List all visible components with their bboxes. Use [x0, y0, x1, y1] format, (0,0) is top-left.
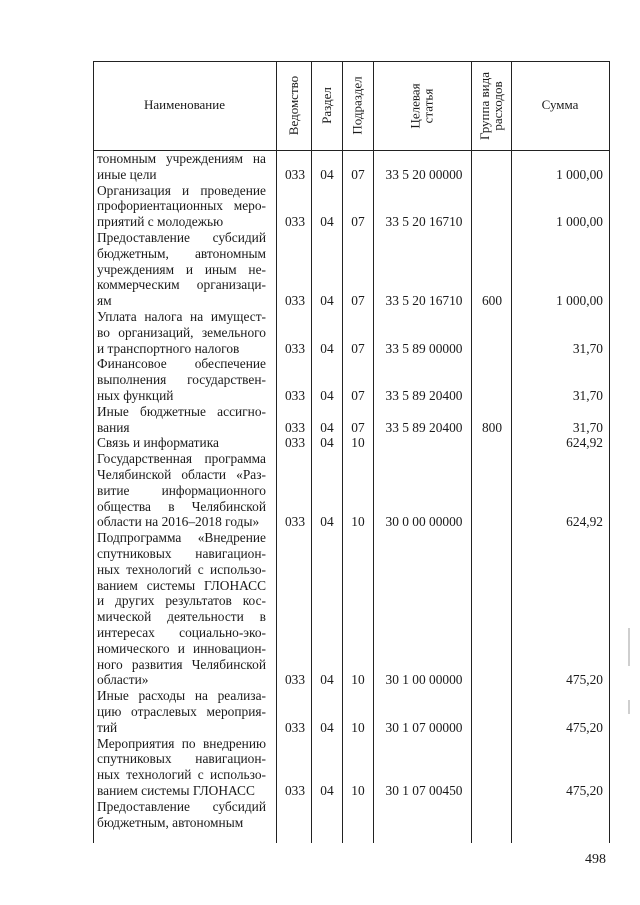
row-name-line: приятий с молодежью	[97, 214, 224, 230]
cell-summa: 31,70	[572, 387, 603, 403]
row-name-line: тий	[97, 719, 118, 735]
row-name-line: ванием системы ГЛОНАСС	[97, 782, 255, 798]
header-celevaya-statya-text	[409, 83, 435, 128]
cell-summa: 624,92	[566, 435, 603, 451]
cell-vedomstvo: 033	[284, 214, 306, 230]
cell-summa: 1 000,00	[556, 214, 603, 230]
cell-vedomstvo: 033	[284, 514, 306, 530]
row-name-line: витие информационного	[97, 482, 266, 498]
row-name	[97, 151, 266, 183]
row-name-line: вания	[97, 419, 130, 435]
cell-vedomstvo: 033	[284, 782, 306, 798]
cell-celevaya-statya: 33 5 20 16710	[385, 293, 463, 309]
row-name-line: во организаций, земельного	[97, 324, 266, 340]
header-vedomstvo-text: Ведомство	[286, 75, 301, 136]
cell-celevaya-statya: 33 5 89 20400	[385, 387, 463, 403]
header-celevaya-statya	[373, 61, 471, 150]
cell-vedomstvo: 033	[284, 293, 306, 309]
header-vedomstvo	[276, 61, 311, 150]
cell-razdel: 04	[320, 435, 334, 451]
row-name	[97, 435, 266, 451]
cell-razdel: 04	[320, 340, 334, 356]
cell-podrazdel: 07	[351, 419, 365, 435]
row-name-line: ванием системы ГЛОНАСС	[97, 577, 266, 593]
row-name-line: Предоставление субсидий	[97, 230, 266, 245]
cell-podrazdel: 07	[351, 214, 365, 230]
row-name-line: цию отраслевых мероприя-	[97, 703, 266, 719]
header-podrazdel	[342, 61, 373, 150]
cell-celevaya-statya: 33 5 20 00000	[385, 166, 463, 182]
row-name-line: коммерческим организаци-	[97, 277, 266, 293]
row-name	[97, 183, 266, 230]
row-name-line: ных технологий с использо-	[97, 561, 266, 577]
header-celevaya-line: Целевая	[407, 82, 423, 129]
row-name-line: Государственная программа	[97, 451, 266, 467]
header-gruppa-vida-rashodov	[471, 61, 511, 150]
header-gruppa-line: Группа вида	[477, 71, 493, 140]
cell-razdel: 04	[320, 214, 334, 230]
header-razdel	[311, 61, 342, 150]
cell-celevaya-statya: 33 5 89 00000	[385, 340, 463, 356]
cell-podrazdel: 10	[351, 514, 365, 530]
table-row	[0, 736, 640, 799]
row-name-line: профориентационных меро-	[97, 198, 266, 214]
row-name-line: и транспортного налогов	[97, 340, 240, 356]
row-name	[97, 688, 266, 735]
scan-edge-mark	[628, 700, 630, 714]
row-name-line: бюджетным, автономным	[97, 814, 244, 830]
row-name-line: Предоставление субсидий	[97, 798, 266, 814]
table-row	[0, 404, 640, 436]
header-razdel-text: Раздел	[319, 87, 334, 124]
header-rashodov-line: расходов	[490, 80, 506, 131]
row-name-line: спутниковых навигацион-	[97, 751, 266, 767]
cell-celevaya-statya: 30 1 07 00450	[385, 782, 463, 798]
cell-summa: 31,70	[572, 340, 603, 356]
row-name	[97, 309, 266, 356]
row-name-line: мической деятельности в	[97, 609, 266, 625]
table-row	[0, 183, 640, 230]
cell-summa: 624,92	[566, 514, 603, 530]
cell-podrazdel: 10	[351, 719, 365, 735]
cell-summa: 1 000,00	[556, 293, 603, 309]
cell-razdel: 04	[320, 419, 334, 435]
cell-gruppa-vida-rashodov: 800	[481, 419, 503, 435]
cell-vedomstvo: 033	[284, 419, 306, 435]
table-row	[0, 230, 640, 309]
table-row	[0, 356, 640, 403]
cell-podrazdel: 10	[351, 435, 365, 451]
cell-vedomstvo: 033	[284, 387, 306, 403]
cell-celevaya-statya: 30 1 07 00000	[385, 719, 463, 735]
row-name-line: интересах социально-эко-	[97, 624, 266, 640]
table-row	[0, 309, 640, 356]
row-name	[97, 451, 266, 530]
header-summa: Сумма	[541, 97, 579, 112]
row-name-line: Иные бюджетные ассигно-	[97, 403, 266, 419]
table-row	[0, 799, 640, 831]
row-name-line: Финансовое обеспечение	[97, 356, 266, 372]
cell-razdel: 04	[320, 719, 334, 735]
row-name-line: Челябинской области «Раз-	[97, 466, 266, 482]
cell-celevaya-statya: 33 5 89 20400	[385, 419, 463, 435]
row-name	[97, 736, 266, 799]
cell-vedomstvo: 033	[284, 340, 306, 356]
row-name	[97, 356, 266, 403]
header-name: Наименование	[144, 97, 225, 112]
cell-vedomstvo: 033	[284, 672, 306, 688]
cell-podrazdel: 10	[351, 782, 365, 798]
table-row	[0, 530, 640, 688]
row-name-line: ного развития Челябинской	[97, 656, 266, 672]
cell-razdel: 04	[320, 782, 334, 798]
cell-podrazdel: 07	[351, 387, 365, 403]
row-name-line: области на 2016–2018 годы»	[97, 514, 260, 530]
cell-razdel: 04	[320, 514, 334, 530]
cell-celevaya-statya: 30 0 00 00000	[385, 514, 463, 530]
table-row	[0, 688, 640, 735]
row-name-line: ям	[97, 293, 112, 309]
cell-celevaya-statya: 33 5 20 16710	[385, 214, 463, 230]
header-statya-line: статья	[420, 88, 436, 123]
cell-podrazdel: 07	[351, 293, 365, 309]
cell-summa: 475,20	[566, 782, 603, 798]
cell-vedomstvo: 033	[284, 719, 306, 735]
row-name	[97, 530, 266, 688]
row-name-line: общества в Челябинской	[97, 498, 266, 514]
row-name-line: Уплата налога на имущест-	[97, 309, 266, 324]
cell-summa: 475,20	[566, 672, 603, 688]
table-row	[0, 435, 640, 451]
row-name-line: тономным учреждениям на	[97, 151, 266, 166]
cell-podrazdel: 10	[351, 672, 365, 688]
cell-vedomstvo: 033	[284, 166, 306, 182]
row-name	[97, 404, 266, 436]
table-row	[0, 151, 640, 183]
row-name-line: ных функций	[97, 387, 174, 403]
header-gruppa-text	[478, 72, 504, 140]
row-name-line: номического и инновацион-	[97, 640, 266, 656]
row-name-line: и других результатов кос-	[97, 593, 266, 609]
cell-razdel: 04	[320, 387, 334, 403]
row-name-line: области»	[97, 672, 149, 688]
row-name-line: спутниковых навигацион-	[97, 545, 266, 561]
cell-celevaya-statya: 30 1 00 00000	[385, 672, 463, 688]
table-row	[0, 451, 640, 530]
row-name	[97, 230, 266, 309]
cell-razdel: 04	[320, 293, 334, 309]
row-name-line: Подпрограмма «Внедрение	[97, 530, 266, 546]
row-name-line: бюджетным, автономным	[97, 245, 266, 261]
cell-podrazdel: 07	[351, 340, 365, 356]
cell-summa: 1 000,00	[556, 166, 603, 182]
cell-vedomstvo: 033	[284, 435, 306, 451]
row-name-line: Организация и проведение	[97, 182, 266, 198]
cell-gruppa-vida-rashodov: 600	[481, 293, 503, 309]
scan-edge-mark	[628, 628, 630, 666]
cell-razdel: 04	[320, 672, 334, 688]
cell-summa: 31,70	[572, 419, 603, 435]
row-name	[97, 799, 266, 831]
row-name-line: Связь и информатика	[97, 435, 219, 451]
row-name-line: выполнения государствен-	[97, 372, 266, 388]
cell-razdel: 04	[320, 166, 334, 182]
header-podrazdel-text: Подраздел	[350, 76, 366, 135]
row-name-line: Мероприятия по внедрению	[97, 735, 266, 751]
page-number: 498	[585, 852, 606, 867]
row-name-line: иные цели	[97, 166, 157, 182]
row-name-line: ных технологий с использо-	[97, 767, 266, 783]
cell-summa: 475,20	[566, 719, 603, 735]
cell-podrazdel: 07	[351, 166, 365, 182]
row-name-line: Иные расходы на реализа-	[97, 688, 266, 704]
row-name-line: учреждениям и иным не-	[97, 261, 266, 277]
